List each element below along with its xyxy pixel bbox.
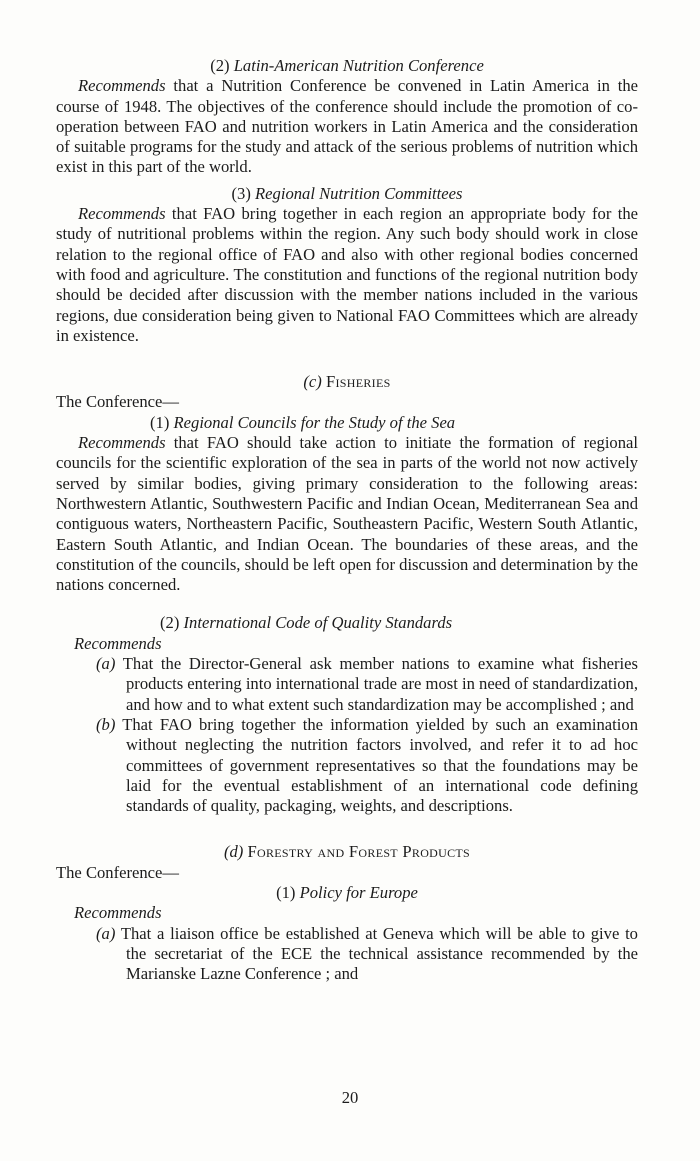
heading-title: Regional Nutrition Committees	[255, 183, 463, 203]
page-number: 20	[341, 1088, 359, 1107]
list-item-label: (a)	[96, 923, 116, 943]
list-item-b	[64, 715, 638, 816]
heading-title: Latin-American Nutrition Conference	[233, 56, 484, 75]
list-item-text: That a liaison office be established at Geneva which will be able to give to the secretariat of the ECE the technical assistance recommended by the Marianske Lazne Conference ; and	[120, 923, 638, 984]
recommends-lead: Recommends	[78, 433, 166, 453]
heading-number: (1)	[150, 412, 170, 432]
heading-title: Policy for Europe	[299, 882, 418, 902]
conference-label-fisheries: The Conference—	[56, 392, 180, 412]
heading-title: International Code of Quality Standards	[183, 613, 453, 633]
paragraph-body: that a Nutrition Conference be convened in Latin America in the course of 1948. The objectives of the conference should include the promotion of co-operation between FAO and nutrition workers in Latin America and the consideration of suitable programs for the study and attack of the serious problems of nutrition which exist in this part of the world.	[56, 76, 638, 177]
recommends-lead: Recommends	[78, 204, 166, 224]
paragraph-regional-councils-recommendation	[56, 433, 638, 595]
list-item-label: (b)	[96, 714, 116, 734]
section-title: Fisheries	[325, 372, 391, 392]
heading-policy-for-europe	[56, 883, 638, 903]
section-letter: (c)	[303, 372, 322, 392]
paragraph-body: that FAO bring together in each region an appropriate body for the study of nutritional problems within the region. Any such body should work in close relation to the regional office of FAO and also with other regional bodies concerned with food and agriculture. The constitution and functions of the regional nutrition body should be decided after discussion with the member nations included in the various regions, due consideration being given to National FAO Committees which are already in existence.	[56, 204, 638, 345]
heading-latin-american-nutrition-conference	[56, 56, 638, 76]
paragraph-latin-american-recommendation	[56, 76, 638, 177]
list-item-a	[64, 924, 638, 985]
paragraph-regional-nutrition-recommendation	[56, 204, 638, 346]
document-page	[56, 56, 638, 984]
list-item-text: That the Director-General ask member nations to examine what fisheries products entering into international trade are most in need of standardization, and how and to what extent such standardization may be accomplished ; and	[122, 654, 638, 714]
heading-regional-councils	[56, 413, 638, 433]
list-item-label: (a)	[96, 654, 116, 674]
heading-number: (2)	[160, 613, 180, 633]
section-heading-fisheries	[56, 372, 638, 392]
conference-label-forestry: The Conference—	[56, 862, 180, 882]
heading-number: (3)	[231, 183, 251, 203]
heading-number: (1)	[276, 882, 296, 902]
recommends-label: Recommends	[74, 633, 162, 653]
recommends-label: Recommends	[74, 903, 162, 923]
heading-regional-nutrition-committees	[56, 184, 638, 204]
list-item-text: That FAO bring together the information yielded by such an examination without neglecting the nutrition factors involved, and refer it to ad hoc committees of government representatives so that the foundations may be laid for the eventual establishment of an international code defining standards of quality, packaging, weights, and descriptions.	[122, 714, 638, 816]
heading-title: Regional Councils for the Study of the Sea	[173, 412, 456, 432]
section-heading-forestry	[56, 842, 638, 862]
section-letter: (d)	[223, 842, 244, 862]
heading-number: (2)	[210, 56, 230, 75]
heading-international-code	[56, 613, 638, 633]
section-title: Forestry and Forest Products	[247, 842, 471, 862]
recommends-lead: Recommends	[78, 76, 166, 96]
list-item-a	[64, 654, 638, 715]
paragraph-body: that FAO should take action to initiate the formation of regional councils for the scientific exploration of the sea in parts of the world not now actively served by similar bodies, giving primary consideration to the following areas: Northwestern Atlantic, Southwestern Pacific and Indian Ocean, Mediterranean Sea and contiguous waters, Northeastern Pacific, Southeastern Pacific, Western South Atlantic, Eastern South Atlantic, and Indian Ocean. The boundaries of these areas, and the constitution of the councils, should be left open for discussion and determination by the nations concerned.	[56, 433, 638, 595]
